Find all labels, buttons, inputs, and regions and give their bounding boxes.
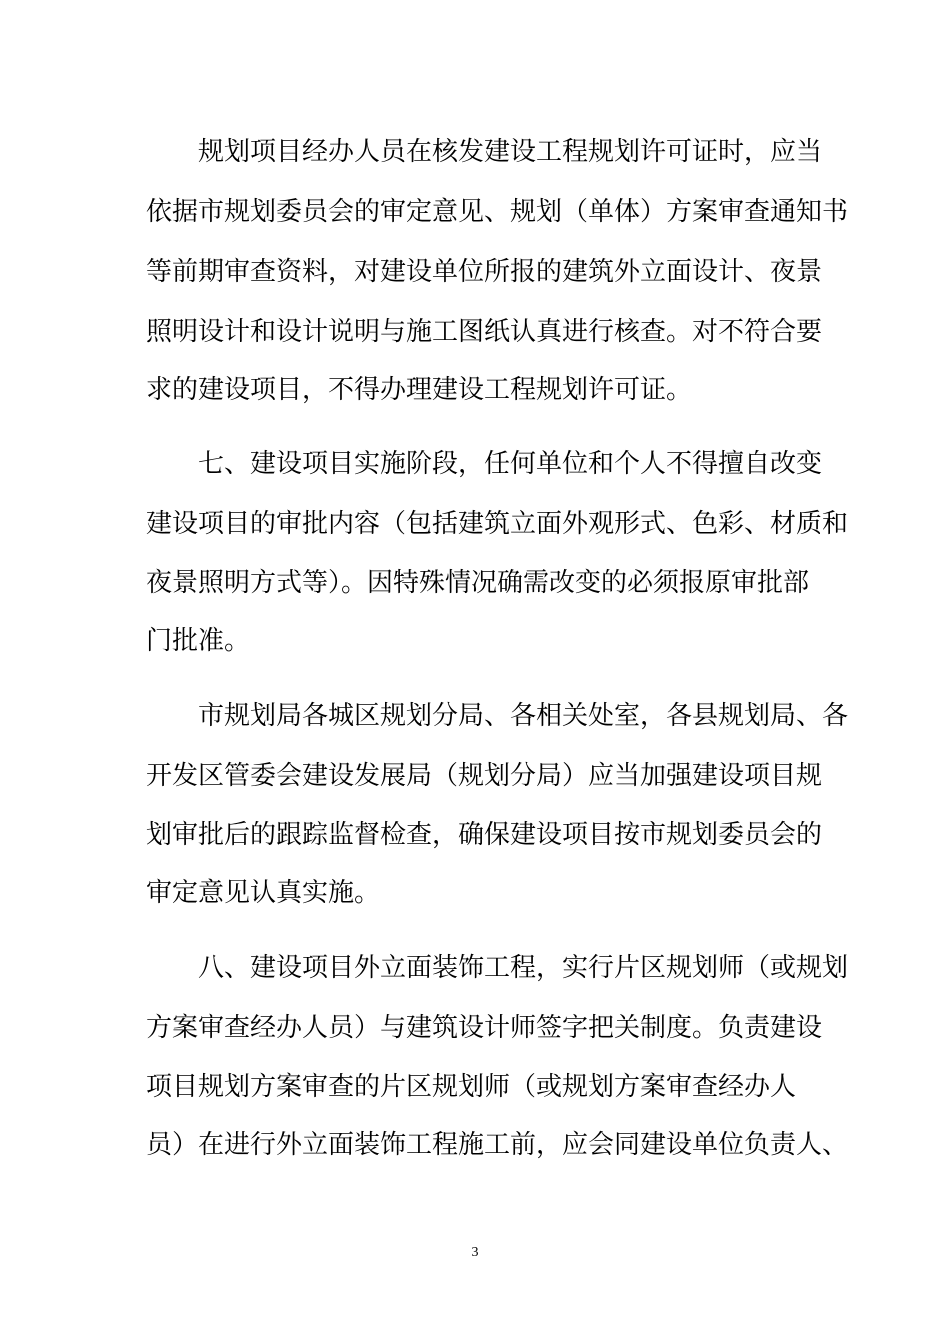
paragraph-1-line-3: 等前期审查资料，对建设单位所报的建筑外立面设计、夜景	[146, 257, 823, 287]
paragraph-2-line-2: 建设项目的审批内容（包括建筑立面外观形式、色彩、材质和	[146, 509, 849, 539]
paragraph-4-line-3: 项目规划方案审查的片区规划师（或规划方案审查经办人	[146, 1072, 797, 1102]
paragraph-3-line-4: 审定意见认真实施。	[146, 878, 381, 908]
paragraph-1-line-2: 依据市规划委员会的审定意见、规划（单体）方案审查通知书	[146, 197, 849, 227]
paragraph-3-line-3: 划审批后的跟踪监督检查，确保建设项目按市规划委员会的	[146, 820, 823, 850]
paragraph-1-line-5: 求的建设项目，不得办理建设工程规划许可证。	[146, 375, 693, 405]
paragraph-1-line-4: 照明设计和设计说明与施工图纸认真进行核查。对不符合要	[146, 317, 823, 347]
paragraph-4-line-4: 员）在进行外立面装饰工程施工前，应会同建设单位负责人、	[146, 1130, 849, 1160]
page-number: 3	[471, 1245, 479, 1260]
paragraph-1-line-1: 规划项目经办人员在核发建设工程规划许可证时，应当	[198, 137, 823, 167]
paragraph-3-line-1: 市规划局各城区规划分局、各相关处室，各县规划局、各	[198, 701, 849, 731]
paragraph-2-line-1: 七、建设项目实施阶段，任何单位和个人不得擅自改变	[198, 449, 823, 479]
paragraph-2-line-4: 门批准。	[146, 626, 251, 656]
paragraph-4-line-2: 方案审查经办人员）与建筑设计师签字把关制度。负责建设	[146, 1013, 823, 1043]
paragraph-4-line-1: 八、建设项目外立面装饰工程，实行片区规划师（或规划	[198, 953, 849, 983]
paragraph-3-line-2: 开发区管委会建设发展局（规划分局）应当加强建设项目规	[146, 761, 823, 791]
paragraph-2-line-3: 夜景照明方式等）。因特殊情况确需改变的必须报原审批部	[146, 568, 810, 598]
